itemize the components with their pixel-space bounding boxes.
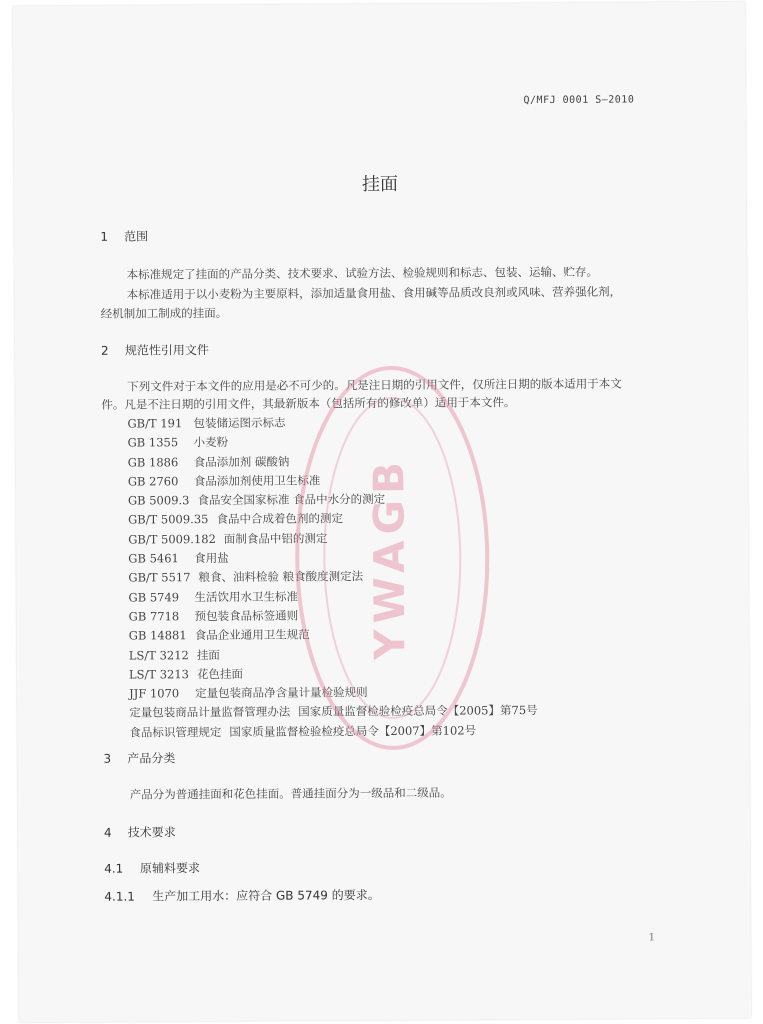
section-title: 规范性引用文件: [124, 343, 209, 358]
reference-code: GB 14881: [128, 628, 187, 643]
reference-item: [127, 412, 536, 434]
reference-name: 小麦粉: [193, 435, 229, 450]
reference-code: GB 7718: [128, 609, 180, 624]
reference-name: 定量包装商品净含量计量检验规则: [195, 685, 368, 701]
section-number: 1: [100, 229, 108, 244]
reference-item: [128, 547, 537, 569]
reference-item: [128, 509, 537, 531]
reference-code: LS/T 3213: [128, 667, 190, 682]
reference-code: GB/T 5009.35: [128, 512, 209, 528]
reference-code: 食品标识管理规定: [129, 724, 222, 740]
subsection-4-1-heading: [104, 859, 200, 877]
reference-item: [128, 470, 537, 492]
section-number: 3: [103, 751, 112, 766]
section-4-heading: [104, 823, 176, 840]
reference-name: 国家质量监督检验检疫总局令【2007】第102号: [229, 723, 477, 739]
section-title: 范围: [124, 229, 149, 244]
subsection-number: 4.1.1: [104, 889, 135, 904]
reference-code: GB 2760: [127, 474, 179, 489]
reference-name: 食品中合成着色剂的测定: [216, 511, 343, 527]
reference-item: [129, 624, 538, 646]
reference-item: [129, 682, 538, 704]
reference-name: 生活饮用水卫生标准: [194, 589, 299, 604]
reference-name: 食品添加剂使用卫生标准: [193, 473, 321, 489]
reference-item: [128, 566, 537, 588]
section-1-paragraph-1: 本标准规定了挂面的产品分类、技术要求、试验方法、检验规则和标志、包装、运输、贮存。: [126, 264, 599, 282]
document-title: 挂面: [361, 173, 399, 196]
section-1-paragraph-2: 本标准适用于以小麦粉为主要原料，添加适量食用盐、食用碱等品质改良剂或风味、营养强化剂，: [126, 284, 622, 302]
reference-code: GB 1886: [127, 454, 179, 470]
reference-name: 食品安全国家标准 食品中水分的测定: [197, 492, 386, 508]
reference-item: [128, 528, 537, 550]
section-number: 4: [103, 825, 112, 840]
reference-name: 花色挂面: [196, 666, 244, 681]
reference-name: 包装储运图示标志: [193, 415, 286, 431]
section-2-intro-1: 下列文件对于本文件的应用是必不可少的。凡是注日期的引用文件，仅所注日期的版本适用于本文: [127, 376, 622, 394]
section-2-intro-2: 件。凡是不注日期的引用文件，其最新版本（包括所有的修改单）适用于本文件。: [101, 395, 516, 412]
reference-code: GB/T 5009.182: [128, 531, 216, 547]
document-page: [13, 2, 751, 1022]
reference-name: 粮食、油料检验 粮食酸度测定法: [198, 569, 364, 585]
reference-item: [128, 489, 537, 511]
reference-name: 食品添加剂 碳酸钠: [193, 454, 290, 469]
document-code: Q/MFJ 0001 S—2010: [523, 94, 635, 107]
reference-code: GB/T 5517: [128, 570, 191, 585]
reference-item: [129, 721, 538, 743]
reference-name: 食品企业通用卫生规范: [194, 627, 310, 643]
section-1-heading: [100, 227, 148, 244]
subsection-number: 4.1: [104, 861, 124, 876]
subsection-title: 原辅料要求: [139, 861, 201, 876]
section-title: 产品分类: [127, 751, 176, 766]
reference-name: 预包装食品标签通则: [194, 608, 299, 624]
section-1-paragraph-2-cont: 经机制加工制成的挂面。: [100, 305, 228, 321]
reference-item: [129, 605, 538, 627]
reference-item: [129, 702, 538, 724]
reference-code: 定量包装商品计量监督管理办法: [129, 705, 291, 721]
reference-code: JJF 1070: [129, 686, 180, 701]
subsection-text: 生产加工用水：应符合 GB 5749 的要求。: [152, 888, 380, 904]
reference-code: GB 5749: [128, 589, 180, 605]
section-number: 2: [100, 343, 109, 358]
reference-code: LS/T 3212: [128, 647, 189, 663]
reference-item: [129, 663, 538, 685]
seal-text: YWAGB: [364, 455, 415, 661]
subsection-4-1-1: [104, 886, 379, 905]
reference-code: GB 5009.3: [127, 493, 190, 508]
reference-code: GB 1355: [127, 435, 179, 450]
section-2-heading: [101, 341, 209, 359]
reference-list: [127, 412, 537, 743]
section-title: 技术要求: [127, 825, 176, 840]
reference-code: GB 5461: [128, 551, 179, 566]
reference-name: 食用盐: [194, 551, 229, 566]
reference-item: [128, 431, 537, 453]
reference-item: [128, 451, 537, 473]
reference-item: [129, 644, 538, 666]
section-3-heading: [103, 749, 175, 766]
section-3-paragraph: 产品分为普通挂面和花色挂面。普通挂面分为一级品和二级品。: [129, 785, 452, 802]
reference-code: GB/T 191: [127, 416, 183, 431]
reference-name: 国家质量监督检验检疫总局令【2005】第75号: [298, 703, 538, 719]
reference-name: 面制食品中铝的测定: [223, 531, 328, 546]
reference-item: [128, 586, 537, 608]
reference-name: 挂面: [196, 647, 220, 662]
page-number: 1: [648, 932, 656, 944]
